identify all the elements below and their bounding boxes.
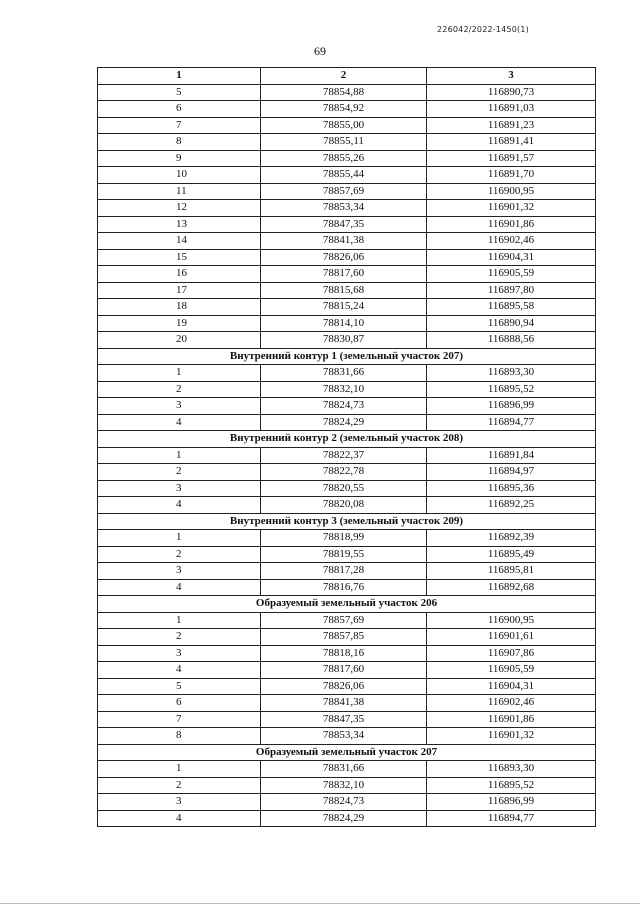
point-number-cell: 7 — [98, 711, 261, 728]
x-coordinate-cell: 78857,69 — [261, 612, 427, 629]
y-coordinate-cell: 116896,99 — [427, 794, 596, 811]
point-number-cell: 1 — [98, 761, 261, 778]
y-coordinate-cell: 116902,46 — [427, 695, 596, 712]
table-row — [98, 612, 596, 629]
section-title: Внутренний контур 1 (земельный участок 207) — [98, 348, 596, 365]
column-header-point: 1 — [98, 68, 261, 85]
table-row — [98, 761, 596, 778]
section-header-row — [98, 348, 596, 365]
y-coordinate-cell: 116891,84 — [427, 447, 596, 464]
x-coordinate-cell: 78832,10 — [261, 381, 427, 398]
document-number: 226042/2022-1450(1) — [437, 25, 529, 34]
table-row — [98, 315, 596, 332]
table-row — [98, 810, 596, 827]
y-coordinate-cell: 116893,30 — [427, 761, 596, 778]
table-row — [98, 629, 596, 646]
table-row — [98, 134, 596, 151]
table-body — [98, 84, 596, 827]
point-number-cell: 4 — [98, 414, 261, 431]
table-row — [98, 249, 596, 266]
table-row — [98, 282, 596, 299]
y-coordinate-cell: 116895,49 — [427, 546, 596, 563]
y-coordinate-cell: 116893,30 — [427, 365, 596, 382]
x-coordinate-cell: 78824,73 — [261, 398, 427, 415]
x-coordinate-cell: 78818,16 — [261, 645, 427, 662]
x-coordinate-cell: 78822,78 — [261, 464, 427, 481]
y-coordinate-cell: 116907,86 — [427, 645, 596, 662]
point-number-cell: 15 — [98, 249, 261, 266]
y-coordinate-cell: 116901,32 — [427, 200, 596, 217]
x-coordinate-cell: 78853,34 — [261, 728, 427, 745]
x-coordinate-cell: 78847,35 — [261, 711, 427, 728]
x-coordinate-cell: 78824,73 — [261, 794, 427, 811]
point-number-cell: 18 — [98, 299, 261, 316]
x-coordinate-cell: 78818,99 — [261, 530, 427, 547]
coordinates-table — [97, 67, 596, 827]
x-coordinate-cell: 78854,88 — [261, 84, 427, 101]
y-coordinate-cell: 116892,25 — [427, 497, 596, 514]
x-coordinate-cell: 78855,11 — [261, 134, 427, 151]
section-title: Образуемый земельный участок 207 — [98, 744, 596, 761]
table-row — [98, 414, 596, 431]
x-coordinate-cell: 78826,06 — [261, 678, 427, 695]
x-coordinate-cell: 78816,76 — [261, 579, 427, 596]
section-title: Внутренний контур 2 (земельный участок 208) — [98, 431, 596, 448]
point-number-cell: 20 — [98, 332, 261, 349]
point-number-cell: 1 — [98, 365, 261, 382]
point-number-cell: 2 — [98, 546, 261, 563]
point-number-cell: 2 — [98, 464, 261, 481]
x-coordinate-cell: 78832,10 — [261, 777, 427, 794]
table-row — [98, 645, 596, 662]
table-row — [98, 695, 596, 712]
column-header-y: 3 — [427, 68, 596, 85]
y-coordinate-cell: 116895,36 — [427, 480, 596, 497]
table-row — [98, 728, 596, 745]
table-row — [98, 447, 596, 464]
x-coordinate-cell: 78857,69 — [261, 183, 427, 200]
point-number-cell: 4 — [98, 579, 261, 596]
x-coordinate-cell: 78822,37 — [261, 447, 427, 464]
section-header-row — [98, 596, 596, 613]
table-row — [98, 183, 596, 200]
point-number-cell: 12 — [98, 200, 261, 217]
point-number-cell: 16 — [98, 266, 261, 283]
table-row — [98, 563, 596, 580]
x-coordinate-cell: 78831,66 — [261, 365, 427, 382]
point-number-cell: 5 — [98, 678, 261, 695]
y-coordinate-cell: 116904,31 — [427, 249, 596, 266]
x-coordinate-cell: 78815,68 — [261, 282, 427, 299]
point-number-cell: 8 — [98, 134, 261, 151]
point-number-cell: 3 — [98, 794, 261, 811]
section-header-row — [98, 431, 596, 448]
table-row — [98, 381, 596, 398]
point-number-cell: 6 — [98, 101, 261, 118]
x-coordinate-cell: 78815,24 — [261, 299, 427, 316]
point-number-cell: 2 — [98, 777, 261, 794]
table-row — [98, 711, 596, 728]
point-number-cell: 10 — [98, 167, 261, 184]
x-coordinate-cell: 78855,26 — [261, 150, 427, 167]
y-coordinate-cell: 116894,77 — [427, 810, 596, 827]
y-coordinate-cell: 116905,59 — [427, 266, 596, 283]
x-coordinate-cell: 78820,55 — [261, 480, 427, 497]
x-coordinate-cell: 78841,38 — [261, 233, 427, 250]
table-row — [98, 546, 596, 563]
table-row — [98, 579, 596, 596]
y-coordinate-cell: 116892,39 — [427, 530, 596, 547]
point-number-cell: 1 — [98, 612, 261, 629]
y-coordinate-cell: 116891,23 — [427, 117, 596, 134]
x-coordinate-cell: 78854,92 — [261, 101, 427, 118]
table-row — [98, 332, 596, 349]
y-coordinate-cell: 116891,70 — [427, 167, 596, 184]
y-coordinate-cell: 116890,94 — [427, 315, 596, 332]
table-header-row — [98, 68, 596, 85]
y-coordinate-cell: 116904,31 — [427, 678, 596, 695]
x-coordinate-cell: 78841,38 — [261, 695, 427, 712]
y-coordinate-cell: 116894,97 — [427, 464, 596, 481]
point-number-cell: 13 — [98, 216, 261, 233]
y-coordinate-cell: 116896,99 — [427, 398, 596, 415]
table-row — [98, 101, 596, 118]
x-coordinate-cell: 78855,00 — [261, 117, 427, 134]
x-coordinate-cell: 78817,28 — [261, 563, 427, 580]
table-row — [98, 167, 596, 184]
section-header-row — [98, 513, 596, 530]
point-number-cell: 3 — [98, 398, 261, 415]
section-title: Внутренний контур 3 (земельный участок 209) — [98, 513, 596, 530]
point-number-cell: 4 — [98, 662, 261, 679]
y-coordinate-cell: 116895,52 — [427, 381, 596, 398]
point-number-cell: 17 — [98, 282, 261, 299]
point-number-cell: 3 — [98, 480, 261, 497]
x-coordinate-cell: 78817,60 — [261, 662, 427, 679]
y-coordinate-cell: 116890,73 — [427, 84, 596, 101]
y-coordinate-cell: 116901,32 — [427, 728, 596, 745]
point-number-cell: 6 — [98, 695, 261, 712]
point-number-cell: 1 — [98, 447, 261, 464]
y-coordinate-cell: 116891,57 — [427, 150, 596, 167]
table-row — [98, 233, 596, 250]
table-row — [98, 530, 596, 547]
y-coordinate-cell: 116895,81 — [427, 563, 596, 580]
y-coordinate-cell: 116891,03 — [427, 101, 596, 118]
table-row — [98, 480, 596, 497]
x-coordinate-cell: 78826,06 — [261, 249, 427, 266]
y-coordinate-cell: 116897,80 — [427, 282, 596, 299]
table-row — [98, 216, 596, 233]
y-coordinate-cell: 116902,46 — [427, 233, 596, 250]
x-coordinate-cell: 78817,60 — [261, 266, 427, 283]
x-coordinate-cell: 78820,08 — [261, 497, 427, 514]
x-coordinate-cell: 78853,34 — [261, 200, 427, 217]
table-row — [98, 794, 596, 811]
point-number-cell: 7 — [98, 117, 261, 134]
section-header-row — [98, 744, 596, 761]
point-number-cell: 1 — [98, 530, 261, 547]
section-title: Образуемый земельный участок 206 — [98, 596, 596, 613]
table-row — [98, 497, 596, 514]
point-number-cell: 3 — [98, 563, 261, 580]
x-coordinate-cell: 78857,85 — [261, 629, 427, 646]
table-row — [98, 777, 596, 794]
y-coordinate-cell: 116892,68 — [427, 579, 596, 596]
x-coordinate-cell: 78831,66 — [261, 761, 427, 778]
y-coordinate-cell: 116895,58 — [427, 299, 596, 316]
x-coordinate-cell: 78819,55 — [261, 546, 427, 563]
table-row — [98, 662, 596, 679]
point-number-cell: 3 — [98, 645, 261, 662]
x-coordinate-cell: 78824,29 — [261, 810, 427, 827]
y-coordinate-cell: 116891,41 — [427, 134, 596, 151]
scan-edge-line — [0, 903, 640, 904]
page-number: 69 — [314, 44, 326, 58]
column-header-x: 2 — [261, 68, 427, 85]
x-coordinate-cell: 78855,44 — [261, 167, 427, 184]
y-coordinate-cell: 116900,95 — [427, 612, 596, 629]
table-row — [98, 365, 596, 382]
table-row — [98, 678, 596, 695]
table-row — [98, 150, 596, 167]
point-number-cell: 5 — [98, 84, 261, 101]
x-coordinate-cell: 78814,10 — [261, 315, 427, 332]
y-coordinate-cell: 116901,61 — [427, 629, 596, 646]
y-coordinate-cell: 116901,86 — [427, 216, 596, 233]
y-coordinate-cell: 116901,86 — [427, 711, 596, 728]
table-row — [98, 84, 596, 101]
table-row — [98, 464, 596, 481]
point-number-cell: 9 — [98, 150, 261, 167]
point-number-cell: 2 — [98, 629, 261, 646]
x-coordinate-cell: 78824,29 — [261, 414, 427, 431]
point-number-cell: 14 — [98, 233, 261, 250]
y-coordinate-cell: 116894,77 — [427, 414, 596, 431]
point-number-cell: 4 — [98, 497, 261, 514]
y-coordinate-cell: 116888,56 — [427, 332, 596, 349]
table-row — [98, 299, 596, 316]
table-row — [98, 117, 596, 134]
y-coordinate-cell: 116895,52 — [427, 777, 596, 794]
point-number-cell: 8 — [98, 728, 261, 745]
point-number-cell: 2 — [98, 381, 261, 398]
table-row — [98, 398, 596, 415]
point-number-cell: 11 — [98, 183, 261, 200]
table-row — [98, 266, 596, 283]
point-number-cell: 19 — [98, 315, 261, 332]
x-coordinate-cell: 78847,35 — [261, 216, 427, 233]
table-row — [98, 200, 596, 217]
x-coordinate-cell: 78830,87 — [261, 332, 427, 349]
point-number-cell: 4 — [98, 810, 261, 827]
y-coordinate-cell: 116900,95 — [427, 183, 596, 200]
y-coordinate-cell: 116905,59 — [427, 662, 596, 679]
